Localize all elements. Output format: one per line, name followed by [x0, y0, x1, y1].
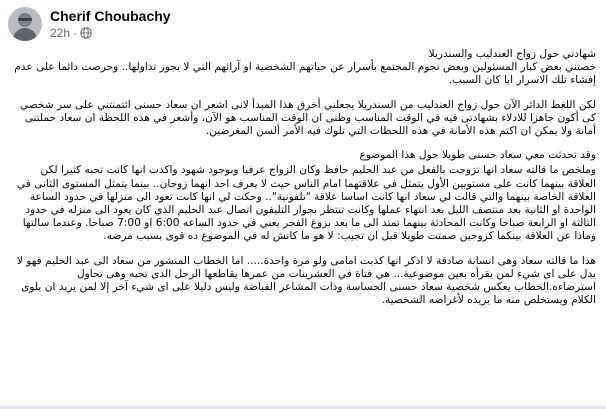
post-subline: [50, 26, 171, 41]
post-body: [8, 48, 598, 307]
avatar-photo-icon: [8, 7, 42, 41]
post-paragraph-4: وملخص ما قالته سعاد انها تزوجت بالفعل من عبد الحليم حافظ وكان الزواج عرفيا وبوجود شهود واكدت انها كانت تحبه كثيرا لكن العلاقة بينهما كانت على مستويين الأول يتمثل في علاقتهما امام الناس حيث لا يعرف احد انهما زوجان.. بينما يتمثل المستوى الثانى في العلاقة الخاصة بينهما والتي قالت لي سعاد انها كانت اساسا علاقة "تلفونية".. وحكت لي انها كانت تعود الى منزلها في حدود الساعة الواحدة او الثانية بعد منتصف الليل بعد انتهاء عملها وكانت تنتظر بجوار التليفون اتصال عبد الحليم الذي كان يعود الى منزله في حدود الثالثة او الرابعة صباحا وكانت المحادثة بينهما تمتد الى ما بعد بزوغ الفجر يعني في حدود الساعه 6:00 او 7:00 صباحا. وعندما سالتها وماذا عن العلاقة بينكما كزوجين صمتت طويلا قبل ان تجيب: لا هو ما كانش له في الموضوع ده قوى بسبب مرضه.: [16, 164, 596, 243]
meta-separator: ·: [73, 25, 78, 40]
author-avatar[interactable]: [8, 7, 42, 41]
post-timestamp[interactable]: 22h: [50, 25, 71, 40]
post-paragraph-1: شهادتي حول زواج العندليب والسندريلا خصتني بعض كبار المسئولين وبعض نجوم المجتمع بأسرار عن حياتهم الشخصية او آرائهم التي لا يجوز تداولها.. وحرصت دائما على عدم إفشاء تلك الاسرار ايا كان السبب.: [14, 48, 596, 87]
post-header: [8, 0, 598, 46]
globe-icon: [80, 27, 92, 39]
post-paragraph-5: هذا ما قالته سعاد وهى انسانة صادقة لا اذكر انها كذبت امامى ولو مرة واحدة..... اما الخطاب المنشور من سعاد الى عبد الحليم فهو لا يدل على اى شيء لمن يقرأه بعين موضوعية... هي فتاة في العشرينات من عمرها يقاطعها الرجل الذى تحبه وهى تحاول استرضاءه.الخطاب يعكس شخصية سعاد حسنى الحساسة وذات المشاعر الفياضة وليس دليلا على اى شيء آخر إلا لمن يريد ان يلوى الكلام ويستخلص منه ما يريده لأغراضه الشخصية.: [16, 254, 596, 307]
post-paragraph-2: لكن اللغط الدائر الآن حول زواج العندليب من السندريلا يجعلني أخرق هذا المبدأ لانى اشعر ان سعاد حسنى ائتمنتني على سر شخصي كى أكون جاهزا للادلاء بشهادتى فيه في الوقت المناسب وظنى ان الوقت المناسب هو الآن، وأشعر في هذه اللحظة ان سعاد حملتنى أمانة ولا يمكن ان اكتم هذه الأمانة في هذه اللحظات التي تلوك فيه الأمر ألسن المغرضين.: [19, 98, 596, 138]
post-paragraph-3: وقد تحدثت معي سعاد حسنى طويلا حول هذا الموضوع: [359, 149, 596, 162]
author-name[interactable]: Cherif Choubachy: [50, 7, 171, 24]
post-meta: [50, 8, 171, 41]
